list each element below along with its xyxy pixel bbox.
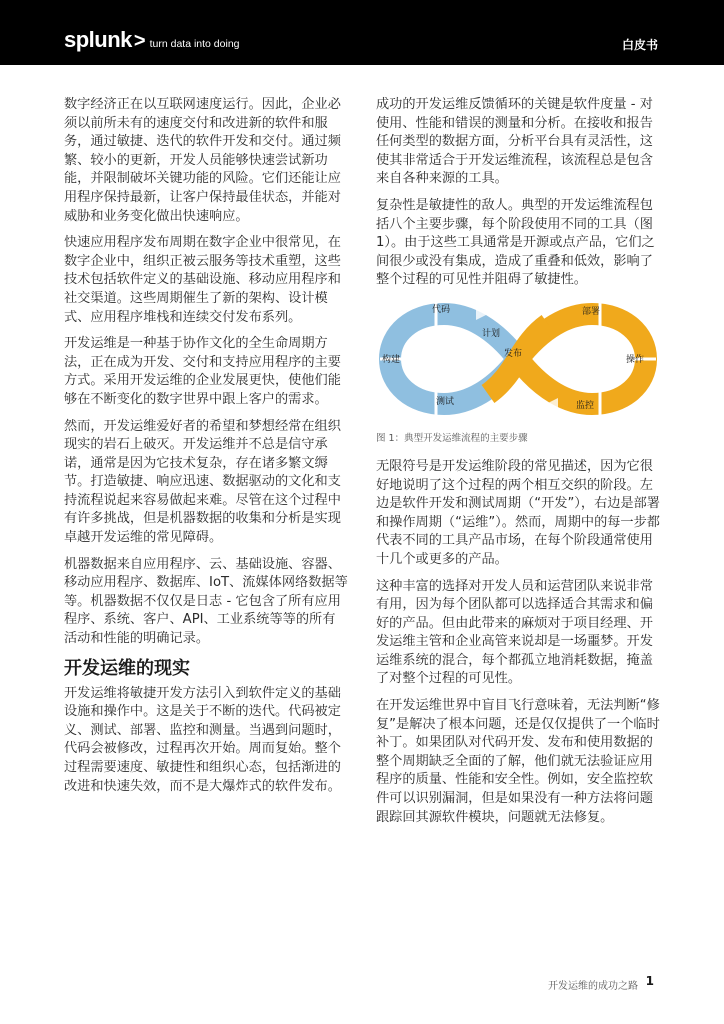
paragraph: 开发运维是一种基于协作文化的全生命周期方法，正在成为开发、交付和支持应用程序的主要方式。采用开发运维的企业发展更快，使他们能够在不断变化的数字世界中跟上客户的需求。: [64, 336, 341, 407]
label-code: 代码: [432, 304, 451, 315]
page-number: 1: [645, 974, 654, 988]
logo-wordmark: splunk: [64, 27, 132, 52]
devops-infinity-figure: [376, 298, 660, 420]
document-type-label: 白皮书: [621, 38, 658, 52]
splunk-logo: [64, 27, 240, 53]
paragraph: 复杂性是敏捷性的敌人。典型的开发运维流程包括八个主要步骤，每个阶段使用不同的工具（图 1）。由于这些工具通常是开源或点产品，它们之间很少或没有集成，造成了重叠和低效，影响了整个过程的可见性并阻碍了敏捷性。: [376, 197, 655, 288]
left-column: [64, 96, 348, 804]
infinity-loop-graphic: [376, 298, 660, 420]
logo-chevron: >: [133, 30, 146, 52]
paragraph: 成功的开发运维反馈循环的关键是软件度量 - 对使用、性能和错误的测量和分析。在接收和报告任何类型的数据方面，分析平台具有灵活性，这使其非常适合于开发运维流程，该流程总是包含来自各种来源的工具。: [376, 97, 653, 187]
label-test: 测试: [436, 396, 455, 407]
paragraph: 快速应用程序发布周期在数字企业中很常见，在数字企业中，组织正被云服务等技术重塑，这些技术包括软件定义的基础设施、移动应用程序和社交渠道。这些周期催生了新的架构、设计模式、应用程序堆栈和连续交付发布系列。: [64, 235, 341, 325]
figure-caption: 图 1：典型开发运维流程的主要步骤: [376, 432, 528, 444]
paragraph: 开发运维将敏捷开发方法引入到软件定义的基础设施和操作中。这是关于不断的迭代。代码被定义、测试、部署、监控和测量。当遇到问题时，代码会被修改，过程再次开始。周而复始。整个过程需要速度、敏捷性和组织心态，包括渐进的改进和快速失效，而不是大爆炸式的软件发布。: [64, 685, 341, 794]
label-monitor: 监控: [576, 400, 595, 411]
paragraph: 这种丰富的选择对开发人员和运营团队来说非常有用，因为每个团队都可以选择适合其需求和偏好的产品。但由此带来的麻烦对于项目经理、开发运维主管和企业高管来说却是一场噩梦。开发运维系统的混合，每个都孤立地消耗数据，掩盖了对整个过程的可见性。: [376, 578, 653, 687]
label-release: 发布: [504, 348, 523, 359]
right-column: [376, 96, 660, 835]
label-operate: 操作: [626, 354, 645, 365]
paragraph: 然而，开发运维爱好者的希望和梦想经常在组织现实的岩石上破灭。开发运维并不总是信守承诺，通常是因为它技术复杂，存在诸多繁文缛节。打造敏捷、响应迅速、数据驱动的文化和支持流程说起来容易做起来难。尽管在这个过程中有许多挑战，但是机器数据的收集和分析是实现卓越开发运维的常见障碍。: [64, 418, 341, 546]
label-plan: 计划: [482, 328, 501, 339]
page-header: [0, 0, 724, 65]
paragraph: 数字经济正在以互联网速度运行。因此，企业必须以前所未有的速度交付和改进新的软件和服务，通过敏捷、迭代的软件开发和交付。通过频繁、较小的更新，开发人员能够快速尝试新功能，并限制破坏关键功能的风险。它们还能让应用程序保持最新，让客户保持最佳状态，并能对威胁和业务变化做出快速响应。: [64, 97, 341, 224]
paragraph: 机器数据来自应用程序、云、基础设施、容器、移动应用程序、数据库、IoT、流媒体网络数据等等。机器数据不仅仅是日志 - 它包含了所有应用程序、系统、客户、API、工业系统等等的所有活动和性能的明确记录。: [64, 556, 348, 647]
paragraph: 在开发运维世界中盲目飞行意味着，无法判断“修复”是解决了根本问题，还是仅仅提供了一个临时补丁。如果团队对代码开发、发布和使用数据的整个周期缺乏全面的了解，他们就无法验证应用程序的质量、性能和安全性。例如，安全监控软件可以识别漏洞，但是如果没有一种方法将问题跟踪回其源软件模块，问题就无法修复。: [376, 698, 660, 825]
logo-tagline: turn data into doing: [149, 38, 240, 50]
paragraph: 无限符号是开发运维阶段的常见描述，因为它很好地说明了这个过程的两个相互交织的阶段。左边是软件开发和测试周期（“开发”），右边是部署和操作周期（“运维”）。然而，周期中的每一步都代表不同的工具产品市场，在每个阶段通常使用十几个或更多的产品。: [376, 458, 660, 567]
footer-title: 开发运维的成功之路: [548, 981, 638, 992]
label-build: 构建: [382, 354, 401, 365]
section-heading: 开发运维的现实: [64, 657, 190, 679]
label-deploy: 部署: [582, 306, 601, 317]
